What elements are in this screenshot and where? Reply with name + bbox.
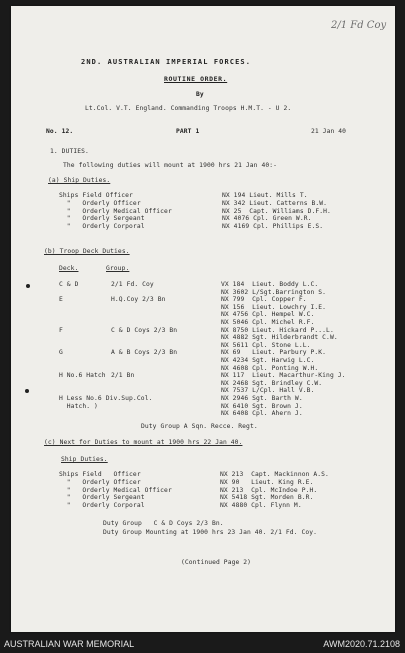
troop-assignee: NX 3602 L/Sgt.Barrington S. [221, 288, 327, 296]
troop-deck: E [59, 296, 63, 304]
duty-assignee: NX 213 Capt. Mackinnon A.S. [220, 471, 329, 478]
troop-group: 2/1 Bn [111, 372, 135, 380]
duty-assignee: NX 4169 Cpl. Phillips E.S. [222, 223, 324, 231]
section-heading: 1. DUTIES. [50, 148, 89, 155]
troop-assignee: NX 117 Lieut. Macarthur-King J. [221, 372, 346, 380]
duty-assignee: NX 90 Lieut. King R.E. [220, 478, 314, 486]
troop-group: 2/1 Fd. Coy [111, 281, 154, 288]
duty-assignee: NX 342 Lieut. Catterns B.W. [222, 199, 328, 207]
troop-assignee: VX 184 Lieut. Boddy L.C. [221, 281, 319, 288]
troop-deck: G [59, 349, 63, 357]
order-date: 21 Jan 40 [311, 128, 347, 135]
troop-group: A & B Coys 2/3 Bn [111, 349, 178, 357]
by-line: By [196, 91, 204, 98]
part-label: PART 1 [176, 128, 200, 135]
troop-deck: Hatch. ) [59, 402, 98, 410]
footer-accession: AWM2020.71.2108 [323, 639, 400, 649]
ship-duties-heading-2: Ship Duties. [61, 456, 108, 463]
duty-role: " Orderly Officer [59, 199, 141, 207]
duty-role: Ships Field Officer [59, 471, 141, 478]
section-intro: The following duties will mount at 1900 hrs 21 Jan 40:- [63, 162, 278, 169]
group-column-header: Group. [106, 265, 130, 272]
binder-hole-mark [26, 284, 30, 288]
troop-assignee: NX 5046 Cpl. Michel R.F. [221, 319, 315, 326]
troop-deck: F [59, 326, 63, 334]
duty-assignee: NX 194 Lieut. Mills T. [222, 192, 308, 199]
troop-assignee: NX 4756 Cpl. Hempel W.C. [221, 311, 315, 319]
duty-group-line-2: Duty Group C & D Coys 2/3 Bn. [103, 520, 224, 527]
footer-bar [0, 636, 405, 653]
ship-duties-heading: (a) Ship Duties. [48, 177, 111, 184]
troop-assignee: NX 156 Lieut. Lowchry I.E. [221, 303, 327, 311]
duty-assignee: NX 4880 Cpl. Flynn M. [220, 502, 302, 510]
troop-assignee: NX 4234 Sgt. Harwig L.C. [221, 357, 315, 364]
troop-assignee: NX 5611 Cpl. Stone L.L. [221, 341, 311, 349]
duty-assignee: NX 4076 Cpl. Green W.R. [222, 215, 312, 223]
troop-assignee: NX 4608 Cpl. Ponting W.H. [221, 364, 319, 372]
handwritten-annotation: 2/1 Fd Coy [331, 20, 387, 31]
troop-assignee: NX 6408 Cpl. Ahern J. [221, 410, 303, 418]
continued-note: (Continued Page 2) [181, 559, 252, 566]
troop-assignee: NX 799 Cpl. Copper F. [221, 296, 307, 304]
next-duties-heading: (c) Next for Duties to mount at 1900 hrs 22 Jan 40. [44, 439, 243, 446]
duty-role: " Orderly Sergeant [59, 494, 145, 502]
commander-line: Lt.Col. V.T. England. Commanding Troops H.M.T. - U 2. [85, 105, 292, 112]
document-page [11, 6, 395, 632]
duty-group-line: Duty Group A Sqn. Recce. Regt. [141, 423, 258, 430]
troop-deck-heading: (b) Troop Deck Duties. [44, 248, 130, 255]
deck-column-header: Deck. [59, 265, 79, 272]
duty-role: " Orderly Corporal [59, 223, 145, 231]
duty-role: " Orderly Medical Officer [59, 486, 172, 494]
duty-role: " Orderly Sergeant [59, 215, 145, 223]
troop-assignee: NX 2946 Sgt. Barth W. [221, 395, 303, 402]
troop-deck: C & D [59, 281, 79, 288]
order-title: ROUTINE ORDER. [164, 75, 228, 83]
troop-deck: H Less No.6 Div.Sup.Col. [59, 395, 153, 402]
troop-assignee: NX 6410 Sgt. Brown J. [221, 402, 303, 410]
duty-role: Ships Field Officer [59, 192, 133, 199]
duty-role: " Orderly Medical Officer [59, 207, 172, 215]
troop-assignee: NX 69 Lieut. Parbury P.K. [221, 349, 327, 357]
duty-role: " Orderly Officer [59, 478, 141, 486]
duty-assignee: NX 5418 Sgt. Morden B.R. [220, 494, 314, 502]
troop-assignee: NX 2468 Sgt. Brindley C.W. [221, 379, 323, 387]
duty-group-mounting-line: Duty Group Mounting at 1900 hrs 23 Jan 40. 2/1 Fd. Coy. [103, 529, 318, 536]
duty-role: " Orderly Corporal [59, 502, 145, 510]
troop-assignee: NX 8750 Lieut. Hickard P...L. [221, 326, 334, 334]
troop-assignee: NX 4882 Sgt. Hilderbrandt C.W. [221, 334, 338, 342]
troop-assignee: NX 7537 L/Cpl. Hall V.B. [221, 387, 315, 395]
troop-group: H.Q.Coy 2/3 Bn [111, 296, 166, 304]
duty-assignee: NX 25 Capt. Williams D.F.H. [222, 207, 331, 215]
order-number: No. 12. [46, 128, 74, 135]
duty-assignee: NX 213 Cpl. McIndoe P.H. [220, 486, 318, 494]
footer-source: AUSTRALIAN WAR MEMORIAL [4, 639, 135, 649]
troop-group: C & D Coys 2/3 Bn [111, 326, 178, 334]
troop-deck: H No.6 Hatch [59, 372, 106, 380]
binder-hole-mark [25, 389, 29, 393]
document-title: 2ND. AUSTRALIAN IMPERIAL FORCES. [81, 58, 252, 66]
